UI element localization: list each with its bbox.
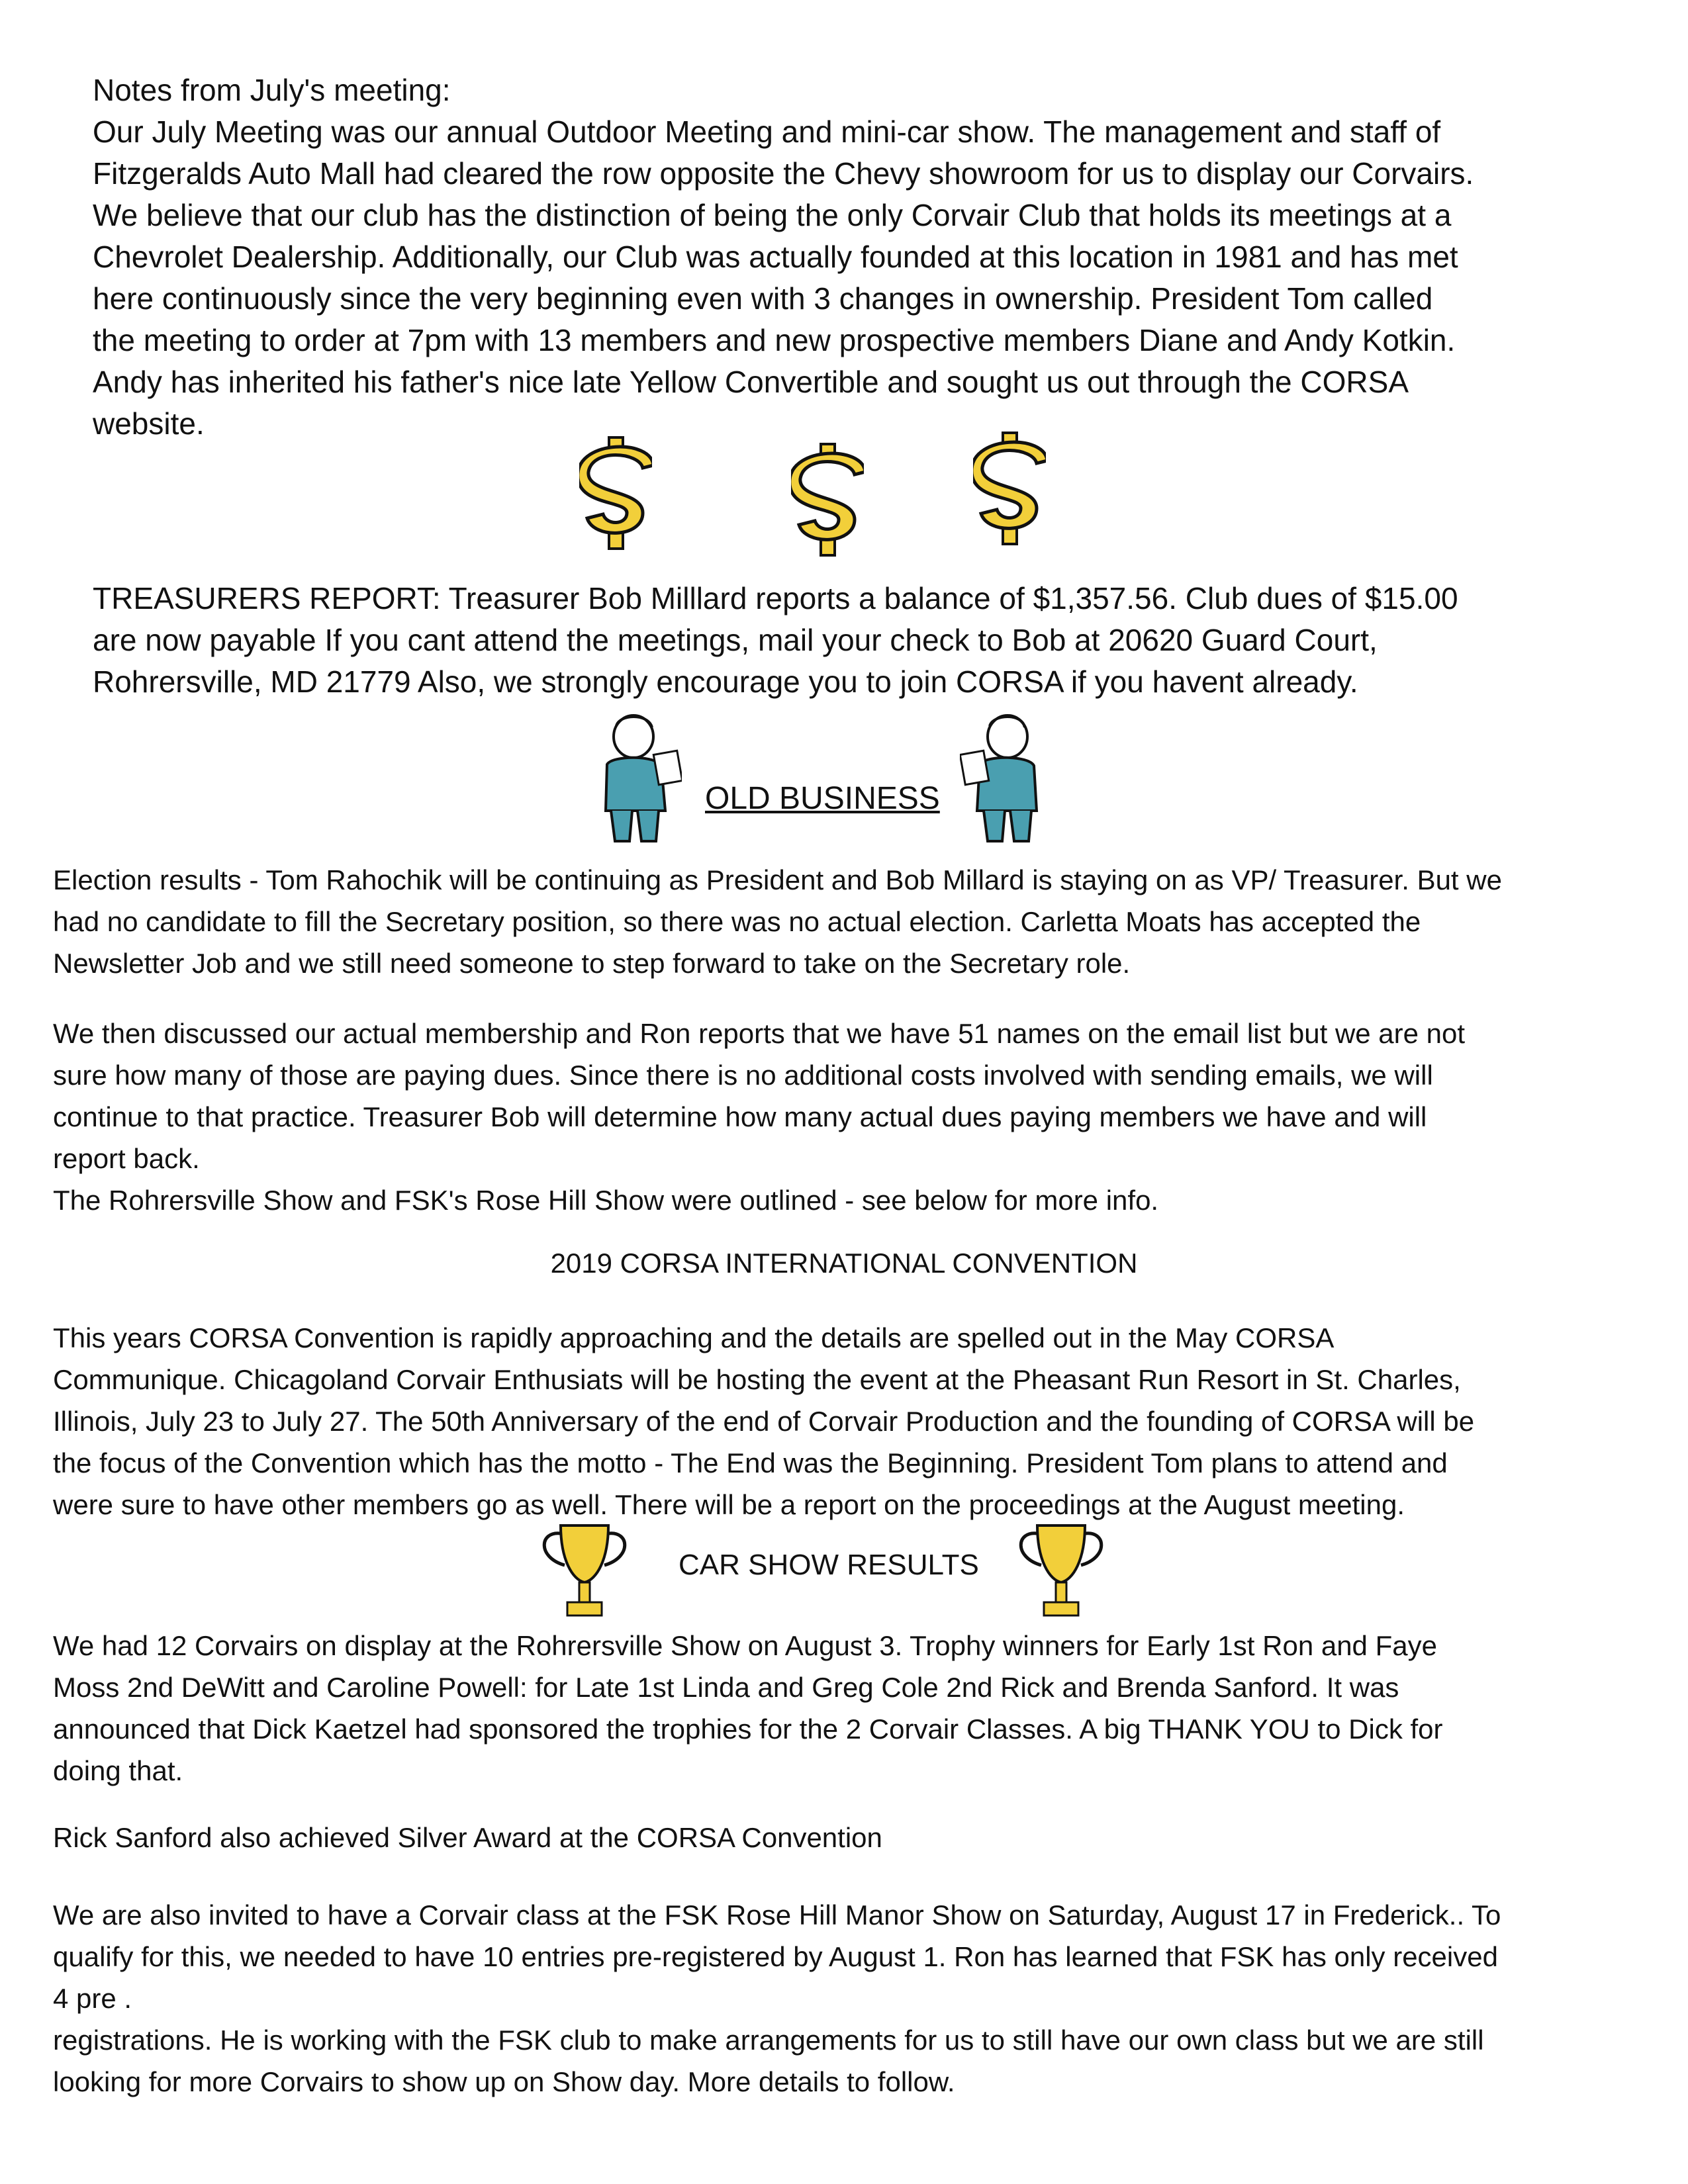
- silver-award: Rick Sanford also achieved Silver Award at the CORSA Convention: [53, 1822, 882, 1853]
- convention-heading: 2019 CORSA INTERNATIONAL CONVENTION: [550, 1248, 1138, 1279]
- dollar-sign-icon: [973, 429, 1046, 548]
- old-business-heading: OLD BUSINESS: [705, 781, 940, 816]
- treasurers-report: TREASURERS REPORT: Treasurer Bob Milllard reports a balance of $1,357.56. Club dues of $15.00 are now payable If you cant attend the meetings, mail your check to Bob at 20620 Guard Court, Rohrersville, MD 21779 Also, we strongly encourage you to join CORSA if you havent already.: [93, 581, 1458, 699]
- notes-heading: Notes from July's meeting:: [93, 73, 451, 107]
- notes-body: Our July Meeting was our annual Outdoor Meeting and mini-car show. The management and staff of Fitzgeralds Auto Mall had cleared the row opposite the Chevy showroom for us to display our Corvairs. We believe that our club has the distinction of being the only Corvair Club that holds its meetings at a Chevrolet Dealership. Additionally, our Club was actually founded at this location in 1981 and has met here continuously since the very beginning even with 3 changes in ownership. President Tom called the meeting to order at 7pm with 13 members and new prospective members Diane and Andy Kotkin. Andy has inherited his father's nice late Yellow Convertible and sought us out through the CORSA website.: [93, 114, 1474, 441]
- convention-body: This years CORSA Convention is rapidly approaching and the details are spelled out in the May CORSA Communique. Chicagoland Corvair Enthusiats will be hosting the event at the Pheasant Run Resort in St. Charles, Illinois, July 23 to July 27. The 50th Anniversary of the end of Corvair Production and the founding of CORSA will be the focus of the Convention which has the motto - The End was the Beginning. President Tom plans to attend and were sure to have other members go as well. There will be a report on the proceedings at the August meeting.: [53, 1322, 1475, 1520]
- election-results: Election results - Tom Rahochik will be continuing as President and Bob Millard is staying on as VP/ Treasurer. But we had no candidate to fill the Secretary position, so there was no actual election. Carletta Moats has accepted the Newsletter Job and we still need someone to step forward to take on the Secretary role.: [53, 864, 1502, 979]
- car-show-heading: CAR SHOW RESULTS: [679, 1549, 979, 1581]
- trophy-icon: [1003, 1519, 1119, 1625]
- dollar-sign-icon: [791, 440, 864, 559]
- car-show-results: We had 12 Corvairs on display at the Rohrersville Show on August 3. Trophy winners for Early 1st Ron and Faye Moss 2nd DeWitt and Caroline Powell: for Late 1st Linda and Greg Cole 2nd Rick and Brenda Sanford. It was announced that Dick Kaetzel had sponsored the trophies for the 2 Corvair Classes. A big THANK YOU to Dick for doing that.: [53, 1630, 1443, 1786]
- trophy-icon: [526, 1519, 642, 1625]
- man-reading-paper-icon: [592, 711, 682, 847]
- fsk-rose-hill-show: We are also invited to have a Corvair class at the FSK Rose Hill Manor Show on Saturday, August 17 in Frederick.. To qualify for this, we needed to have 10 entries pre-registered by August 1. Ron has learned that FSK has only received 4 pre . registrations. He is working with the FSK club to make arrangements for us to still have our own class but we are still looking for more Corvairs to show up on Show day. More details to follow.: [53, 1899, 1501, 2097]
- membership-discussion: We then discussed our actual membership and Ron reports that we have 51 names on the email list but we are not sure how many of those are paying dues. Since there is no additional costs involved with sending emails, we will continue to that practice. Treasurer Bob will determine how many actual dues paying members we have and will report back. The Rohrersville Show and FSK's Rose Hill Show were outlined - see below for more info.: [53, 1018, 1466, 1216]
- man-reading-paper-icon: [960, 711, 1049, 847]
- dollar-sign-icon: [579, 433, 652, 553]
